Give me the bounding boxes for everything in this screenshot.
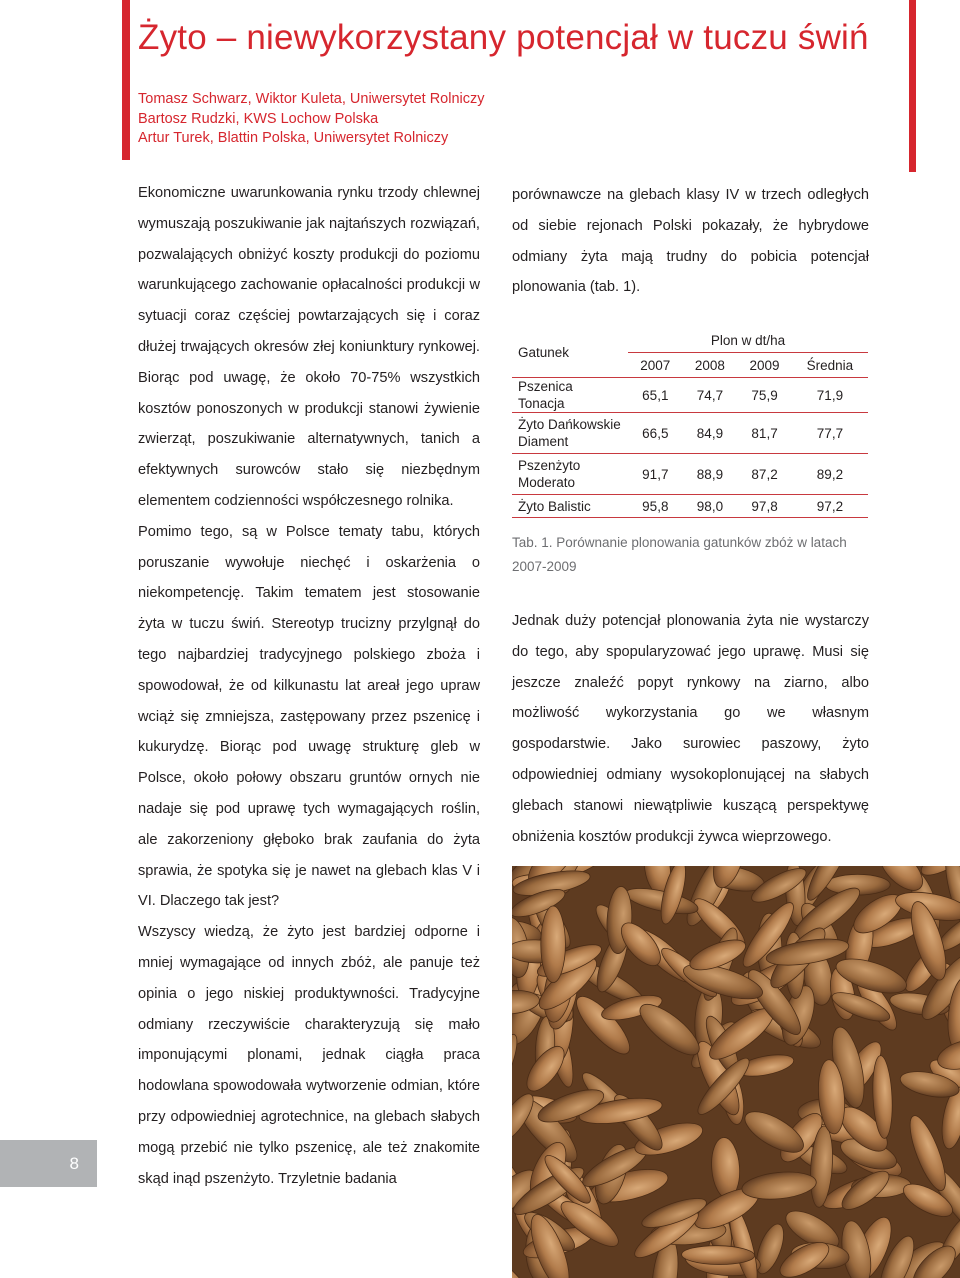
yield-value: 74,7 (683, 378, 738, 413)
yield-average: 71,9 (792, 378, 868, 413)
species-name: Pszenżyto Moderato (512, 454, 628, 495)
yield-value: 75,9 (737, 378, 792, 413)
yield-value: 84,9 (683, 413, 738, 454)
left-column (138, 178, 480, 1194)
paragraph: Ekonomiczne uwarunkowania rynku trzody chlewnej wymuszają poszukiwanie jak najtańszych rozwiązań, pozwalających obniżyć koszty produkcji do poziomu warunkującego zachowanie opłacalności produkcji w sytuacji coraz częściej powtarzających się i coraz dłużej trwających okresów złej koniunktury rynkowej. Biorąc pod uwagę, że około 70-75% wszystkich kosztów ponoszonych w produkcji stanowi żywienie zwierząt, poszukiwanie alternatywnych, tanich a efektywnych surowców stało się niezbędnym elementem codzienności współczesnego rolnika. (138, 185, 480, 509)
table-row (512, 454, 868, 495)
species-name: Żyto Balistic (512, 495, 628, 518)
species-name: Żyto Dańkowskie Diament (512, 413, 628, 454)
table-row (512, 495, 868, 518)
authors-block (138, 90, 485, 149)
paragraph: Wszyscy wiedzą, że żyto jest bardziej odporne i mniej wymagające od innych zbóż, ale panuje też opinia o jego niskiej produktywności. Tradycyjne odmiany rzeczywiście charakteryzują się mało imponującymi plonami, jednak ciągła praca hodowlana spowodowała wytworzenie odmian, które przy odpowiedniej agrotechnice, na glebach słabych mogą przebić nie tylko pszenicę, ale też znakomite skąd inąd pszenżyto. Trzyletnie badania (138, 924, 480, 1187)
header-year: 2009 (737, 353, 792, 378)
yield-value: 65,1 (628, 378, 683, 413)
red-accent-bar-left (122, 0, 130, 160)
table-row (512, 378, 868, 413)
species-name: Pszenica Tonacja (512, 378, 628, 413)
right-column-top (512, 180, 869, 303)
table-header-row (512, 328, 868, 353)
yield-value: 95,8 (628, 495, 683, 518)
rye-grains-illustration (512, 866, 960, 1278)
header-gatunek: Gatunek (512, 328, 628, 378)
author-line: Bartosz Rudzki, KWS Lochow Polska (138, 110, 379, 127)
author-line: Artur Turek, Blattin Polska, Uniwersytet Rolniczy (138, 130, 449, 146)
yield-value: 66,5 (628, 413, 683, 454)
yield-value: 98,0 (683, 495, 738, 518)
header-plon: Plon w dt/ha (628, 328, 868, 353)
header-year: 2007 (628, 353, 683, 378)
yield-value: 91,7 (628, 454, 683, 495)
red-accent-bar-right (909, 0, 916, 172)
yield-average: 77,7 (792, 413, 868, 454)
paragraph: Pomimo tego, są w Polsce tematy tabu, których poruszanie wywołuje niechęć i oskarżenia o niekompetencję. Takim tematem jest stosowanie żyta w tuczu świń. Stereotyp trucizny przylgnął do tego najbardziej tradycyjnego polskiego zboża i spowodował, że od kilkunastu lat areał jego upraw wciąż się zmniejsza, zastępowany przez pszenicę i kukurydzę. Biorąc pod uwagę strukturę gleb w Polsce, około połowy obszaru gruntów ornych nie nadaje się pod uprawę tych wymagających roślin, ale zakorzeniony głęboko brak zaufania do żyta sprawia, że spotyka się je nawet na glebach klas V i VI. Dlaczego tak jest? (138, 523, 480, 910)
yield-average: 97,2 (792, 495, 868, 518)
paragraph: porównawcze na glebach klasy IV w trzech odległych od siebie rejonach Polski pokazały, że hybrydowe odmiany żyta mają trudny do pobicia potencjał plonowania (tab. 1). (512, 187, 869, 296)
yield-value: 97,8 (737, 495, 792, 518)
rye-grains-photo (512, 866, 960, 1278)
header-year: 2008 (683, 353, 738, 378)
yield-table (512, 328, 868, 518)
yield-value: 87,2 (737, 454, 792, 495)
author-line: Tomasz Schwarz, Wiktor Kuleta, Uniwersytet Rolniczy (138, 91, 485, 107)
yield-value: 88,9 (683, 454, 738, 495)
yield-value: 81,7 (737, 413, 792, 454)
paragraph: Jednak duży potencjał plonowania żyta nie wystarczy do tego, aby spopularyzować jego uprawę. Musi się jeszcze znaleźć popyt rynkowy na ziarno, albo możliwość wykorzystania go we własnym gospodarstwie. Jako surowiec paszowy, żyto odpowiedniej odmiany wysokoplonującej na słabych glebach stanowi niewątpliwie kuszącą perspektywę obniżenia kosztów produkcji żywca wieprzowego. (512, 613, 869, 845)
page-title: Żyto – niewykorzystany potencjał w tuczu świń (138, 18, 869, 57)
table-caption: Tab. 1. Porównanie plonowania gatunków zbóż w latach 2007-2009 (512, 535, 847, 574)
right-column-bottom (512, 606, 869, 852)
table-row (512, 413, 868, 454)
page-number: 8 (69, 1153, 79, 1173)
yield-average: 89,2 (792, 454, 868, 495)
page-number-box (0, 1140, 97, 1187)
rye-grain (541, 906, 566, 983)
header-average: Średnia (792, 353, 868, 378)
